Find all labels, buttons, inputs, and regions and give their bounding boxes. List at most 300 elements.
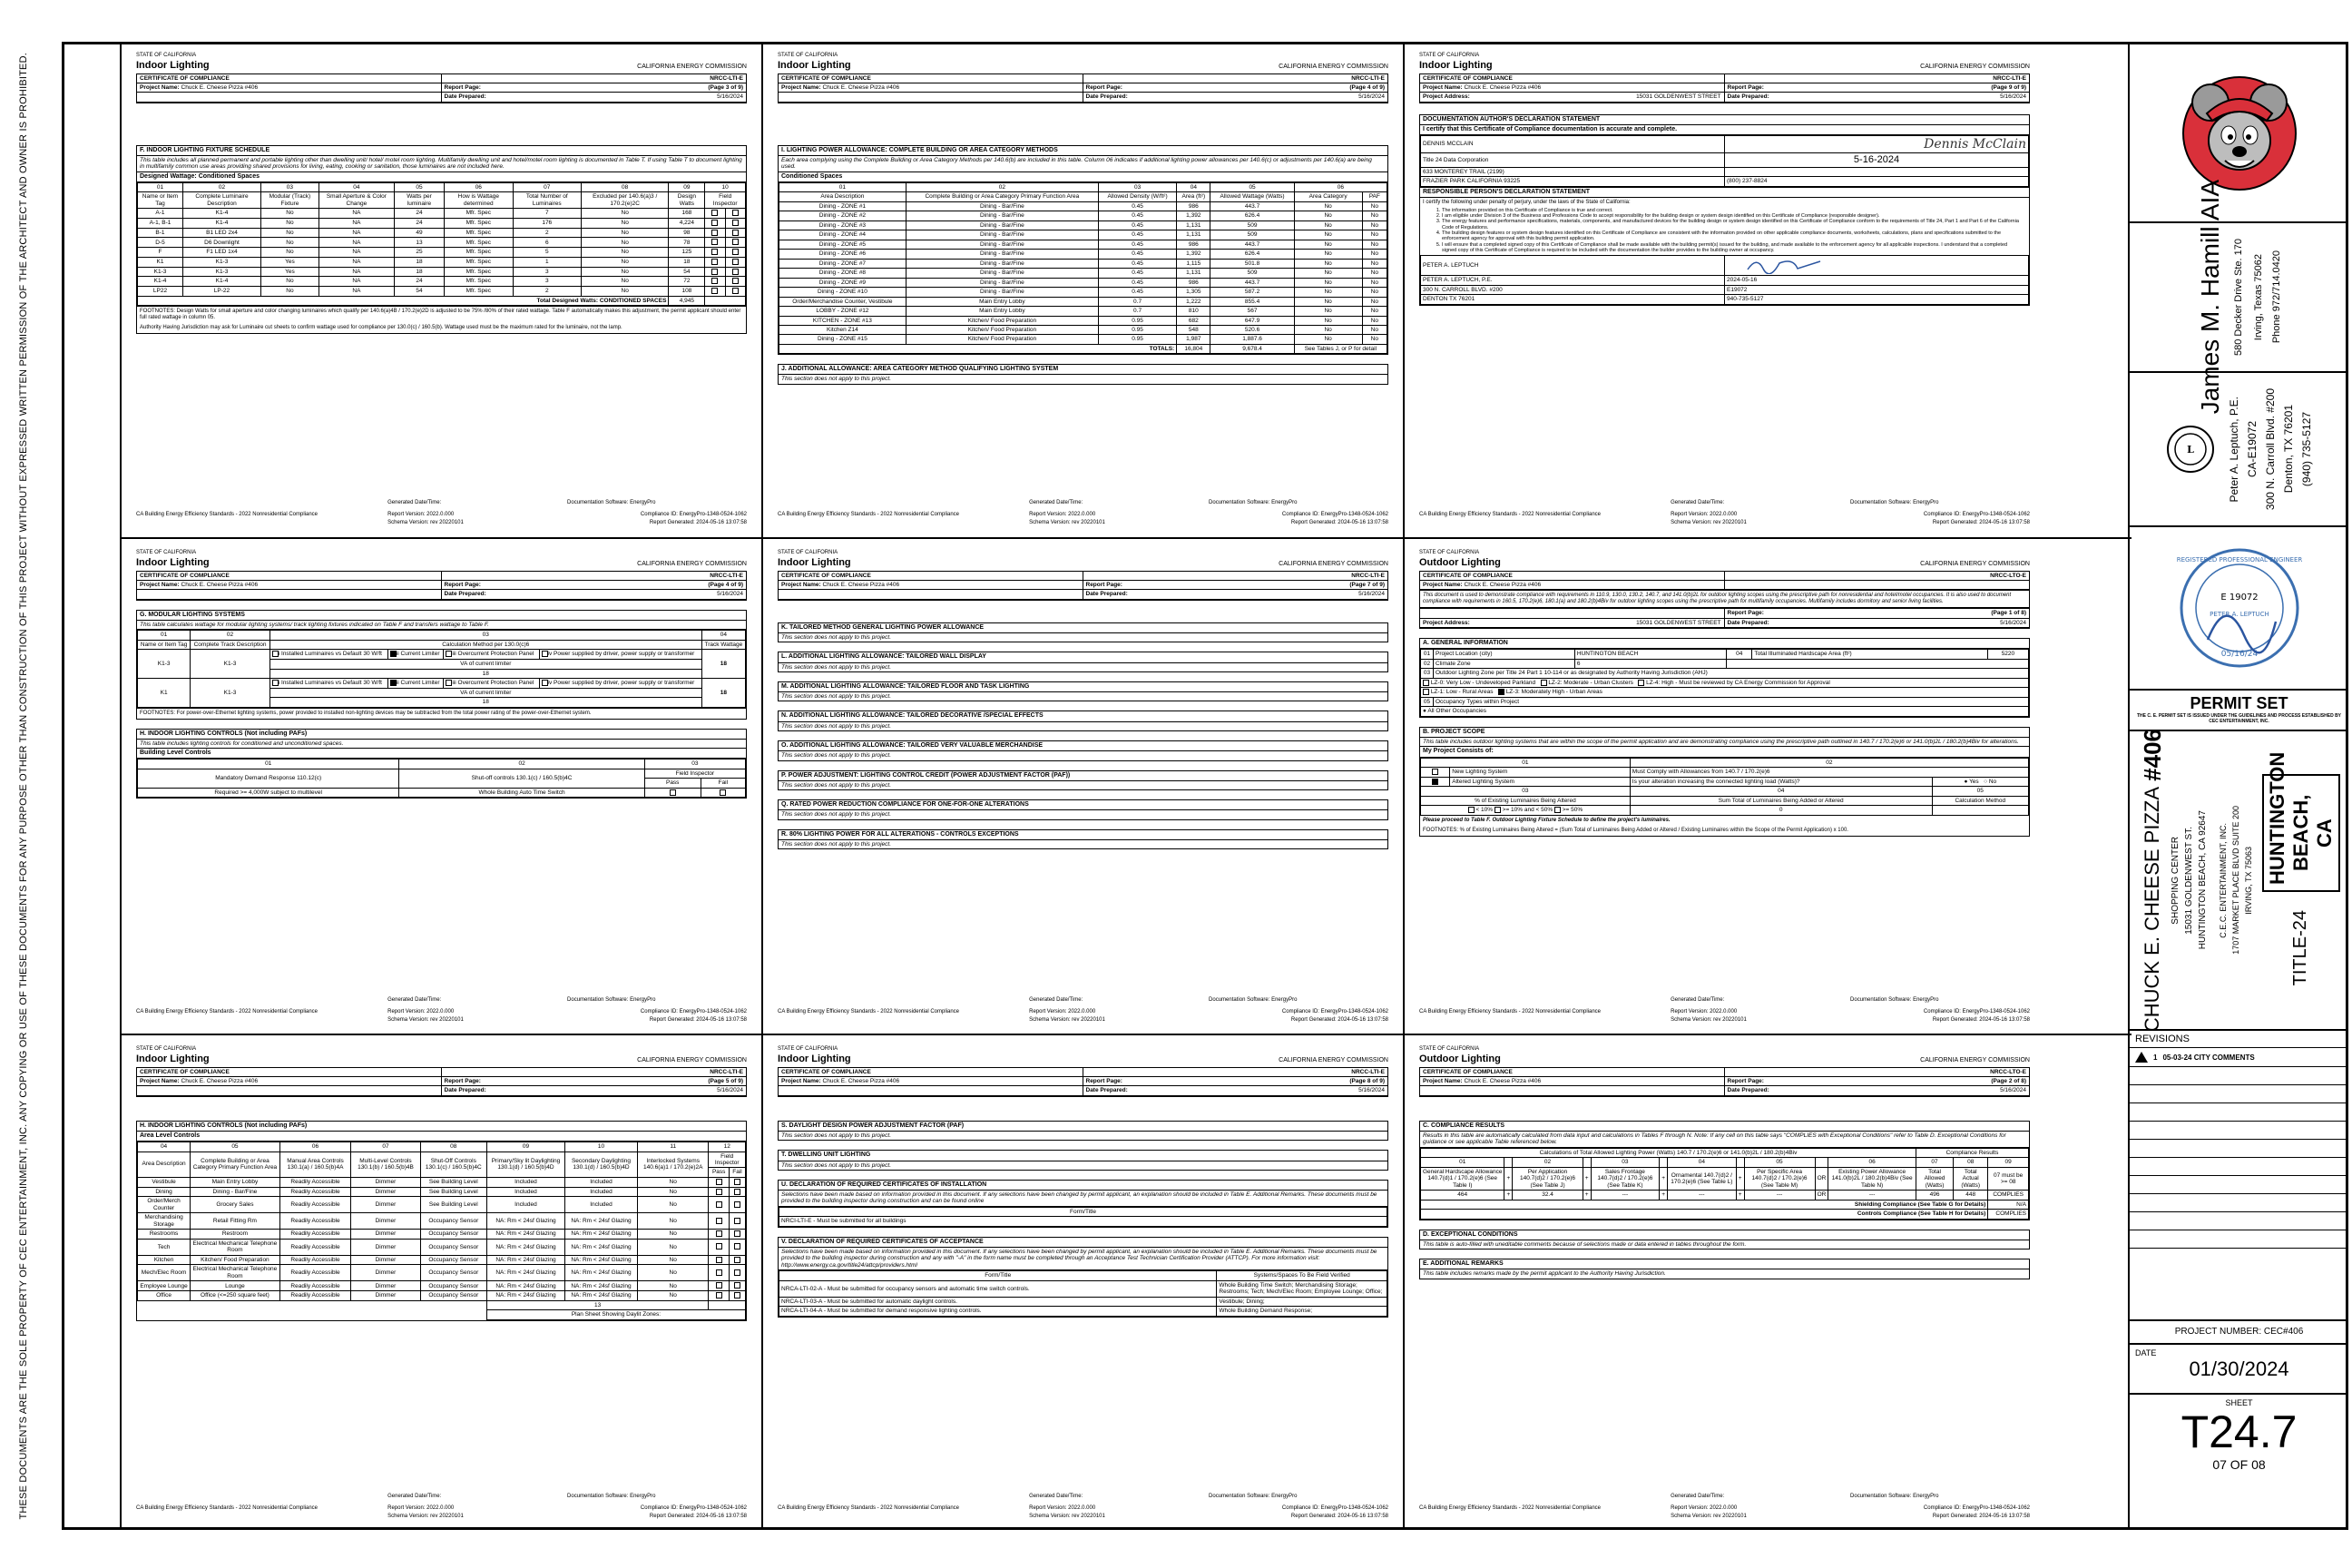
table-row — [779, 316, 1387, 325]
table-cell: No — [638, 1291, 709, 1301]
inspector-checkbox[interactable] — [711, 210, 718, 216]
table-cell: No — [638, 1177, 709, 1187]
table-cell: Dimmer — [351, 1187, 420, 1197]
inspector-checkbox[interactable] — [390, 680, 397, 686]
table-cell: No — [581, 267, 669, 277]
table-cell: Readily Accessible — [279, 1213, 351, 1230]
table-row — [779, 278, 1387, 287]
inspector-checkbox[interactable] — [734, 1243, 740, 1250]
table-cell: Dining - Bar/Fine — [906, 201, 1098, 211]
table-cell: 986 — [1177, 278, 1210, 287]
inspector-checkbox[interactable] — [734, 1292, 740, 1298]
inspector-checkbox[interactable] — [542, 651, 548, 657]
inspector-checkbox[interactable] — [732, 249, 739, 255]
inspector-checkbox[interactable] — [272, 651, 279, 657]
table-cell: 1,131 — [1177, 230, 1210, 240]
svg-text:05/16/24: 05/16/24 — [2220, 650, 2258, 659]
table-cell: 501.8 — [1210, 259, 1294, 268]
table-cell: Dining - ZONE #2 — [779, 211, 906, 220]
table-row — [779, 307, 1387, 316]
table-cell: Kitchen/ Food Preparation — [906, 335, 1098, 344]
inspector-checkbox[interactable] — [732, 210, 739, 216]
table-cell: 548 — [1177, 326, 1210, 335]
table-row — [138, 1187, 746, 1197]
table-cell: 0.45 — [1098, 250, 1176, 259]
table-cell: 1,115 — [1177, 259, 1210, 268]
table-row — [779, 297, 1387, 306]
table-cell: Kitchen/ Food Preparation — [191, 1255, 280, 1265]
table-cell: K1-4 — [138, 277, 183, 287]
report-page-area-controls: STATE OF CALIFORNIA Indoor Lighting CALIFORNIA ENERGY COMMISSION CERTIFICATE OF COMPLIANCE NRCC-LTI-E Project Name: Chuck E. Cheese Pizza #406 Report Page: (Page 5 of 9) Date Prepared: 5/16/2024 H. INDOOR LIGHTING CONTROLS (Not including PAFs) Area Level Controls 04 05 06 07 08 09 10 11 12 Area Description Complete Building or Area Category Primary Function Area Manual Area Controls 130.1(a) / 160.5(b)4A Multi-Level Controls 130.1(b) / 160.5(b)4B Shut-Off Controls 130.1(c) / 160.5(b)4C Primary/Sky lit Daylighting 130.1(d) / 160.5(b)4D Secondary Daylighting 130.1(d) / 160.5(b)4D Interlocked Systems 140.6(a)1 / 170.2(e)2A Field Inspector Pass Fail Vestibule Main Entry Lobby Readily Accessible Dimmer See Building Level Included Included No Dining Dining - Bar/Fine Readily Accessible Dimmer See Building Level Included Included No Order/Merch Counter Grocery Sales Readily Accessible Dimmer See Building Level Included Included No Merchandising Storage Retail Fitting Rm Readily Accessible Dimmer Occupancy Sensor NA: Rm < 24sf Glazing NA: Rm < 24sf Glazing No Restrooms Restroom Readily Accessible Dimmer Occupancy Sensor NA: Rm < 24sf Glazing NA: Rm < 24sf Glazing No Tech Electrical Mechanical Telephone Room Readily Accessible Dimmer Occupancy Sensor NA: Rm < 24sf Glazing NA: Rm < 24sf Glazing No Kitchen Kitchen/ Food Preparation Readily Accessible Dimmer Occupancy Sensor NA: Rm < 24sf Glazing NA: Rm < 24sf Glazing No Mech/Elec Room Electrical Mechanical Telephone Room Readily Accessible Dimmer Occupancy Sensor NA: Rm < 24sf Glazing NA: Rm < 24sf Glazing No Employee Lounge Lounge Readily Accessible Dimmer Occupancy Sensor NA: Rm < 24sf Glazing NA: Rm < 24sf Glazing No Office Office (<=250 square feet) Readily Accessible Dimmer Occupancy Sensor NA: Rm < 24sf Glazing NA: Rm < 24sf Glazing No 13 Plan Sheet Showing Daylit Zones: Generated Date/Time: Documentation Software: EnergyPro CA Building Energy Efficiency Standards - 2022 Nonresidential Compliance Report Version: 2022.0.000 Compliance ID: EnergyPro-1348-0524-1062 Schema Version: rev 20220101 Report Generated: 2024-05-16 13:07:58 — [136, 1046, 747, 1520]
table-cell: Dining - ZONE #10 — [779, 288, 906, 297]
inspector-checkbox[interactable] — [711, 249, 718, 255]
table-cell: No — [1362, 240, 1387, 249]
inspector-checkbox[interactable] — [716, 1179, 722, 1185]
table-cell: Occupancy Sensor — [420, 1239, 486, 1255]
section-j: J. ADDITIONAL ALLOWANCE: AREA CATEGORY METHOD QUALIFYING LIGHTING SYSTEM This section does not apply to this project. — [778, 364, 1388, 385]
table-cell: Main Entry Lobby — [191, 1177, 280, 1187]
table-row — [138, 209, 746, 219]
table-row — [779, 259, 1387, 268]
table-cell: No — [1362, 288, 1387, 297]
table-cell: 1,392 — [1177, 211, 1210, 220]
table-cell: 1,131 — [1177, 220, 1210, 230]
table-cell: 1 — [513, 257, 581, 267]
author-table: DENNIS MCCLAIN Dennis McClain Title 24 Data Corporation 5-16-2024 633 MONTEREY TRAIL (2199) FRAZIER PARK CALIFORNIA 93225 (800) 237-8824 — [1420, 135, 2029, 187]
allowance-table: 01 02 03 04 05 06 Area Description Complete Building or Area Category Primary Function Area Allowed Density (W/ft²) Area (ft²) Allowed Wattage (Watts) Area Category PAF Dining - ZONE #1 Dining - Bar/Fine 0.45 986 443.7 No No Dining - ZONE #2 Dining - Bar/Fine 0.45 1,392 626.4 No No Dining - ZONE #3 Dining - Bar/Fine 0.45 1,131 509 No No Dining - ZONE #4 Dining - Bar/Fine 0.45 1,131 509 No No Dining - ZONE #5 Dining - Bar/Fine 0.45 986 443.7 No No Dining - ZONE #6 Dining - Bar/Fine 0.45 1,392 626.4 No No Dining - ZONE #7 Dining - Bar/Fine 0.45 1,115 501.8 No No Dining - ZONE #8 Dining - Bar/Fine 0.45 1,131 509 No No Dining - ZONE #9 Dining - Bar/Fine 0.45 986 443.7 No No Dining - ZONE #10 Dining - Bar/Fine 0.45 1,305 587.2 No No Order/Merchandise Counter, Vestibule Main Entry Lobby 0.7 1,222 855.4 No No LOBBY - ZONE #12 Main Entry Lobby 0.7 810 567 No No KITCHEN - ZONE #13 Kitchen/ Food Preparation 0.95 682 647.9 No No Kitchen Z14 Kitchen/ Food Preparation 0.95 548 520.6 No No Dining - ZONE #15 Kitchen/ Food Preparation 0.95 1,987 1,887.6 No No TOTALS: 16,804 9,678.4 See Tables J, or P for detail — [779, 182, 1387, 354]
table-cell: NA: Rm < 24sf Glazing — [564, 1291, 637, 1301]
table-cell: 24 — [394, 277, 444, 287]
table-cell: 0.45 — [1098, 259, 1176, 268]
author-declaration: DOCUMENTATION AUTHOR'S DECLARATION STATEMENT I certify that this Certificate of Compliance documentation is accurate and complete. DENNIS MCCLAIN Dennis McClain Title 24 Data Corporation 5-16-2024 633 MONTEREY TRAIL (2199) FRAZIER PARK CALIFORNIA 93225 (800) 237-8824 RESPONSIBLE PERSON'S DECLARATION STATEMENT I certify the following under penalty of perjury, under the laws of the State of California: 1. The information provided on this Certificate of Compliance is true and correct. 2. I am eligible under Division 3 of the Business and Professions Code to accept responsibility for the building design or system design identified on this Certificate of Compliance (responsible designer). 3. The energy features and performance specifications, materials, components, and manufactured devices for the building design or system design identified on this Certificate of Compliance conform to the requirements of Title 24, Part 1 and Part 6 of the California Code of Regulations. 4. The building design features or system design features identified on this Certificate of Compliance are consistent with the information provided on other applicable compliance documents, worksheets, calculations, plans and specifications submitted to the enforcement agency for approval with this building permit application. 5. I will ensure that a completed signed copy of this Certificate of Compliance shall be made available with the building permit(s) issued for the building, and made available to the enforcement agency for all applicable inspections. I understand that a completed signed copy of this Certificate of Compliance is required to be included with the documentation the builder provides to the building owner at occupancy. PETER A. LEPTUCH PETER A. LEPTUCH, P.E. 2024-05-16 300 N. CARROLL BLVD. #200 E19072 DENTON TX 76201 940-735-5127 — [1419, 114, 2030, 306]
table-cell: Occupancy Sensor — [420, 1291, 486, 1301]
table-cell: 168 — [669, 209, 705, 219]
inspector-checkbox[interactable] — [734, 1257, 740, 1263]
inspector-checkbox[interactable] — [732, 288, 739, 294]
table-cell: No — [1362, 278, 1387, 287]
table-cell: 18 — [669, 257, 705, 267]
table-cell: F1 LED 1x4 — [182, 248, 260, 258]
table-cell: Dining - ZONE #1 — [779, 201, 906, 211]
svg-text:REGISTERED PROFESSIONAL ENGINE: REGISTERED PROFESSIONAL ENGINEER — [2176, 556, 2302, 564]
report-page-modular: STATE OF CALIFORNIA Indoor Lighting CALIFORNIA ENERGY COMMISSION CERTIFICATE OF COMPLIANCE NRCC-LTI-E Project Name: Chuck E. Cheese Pizza #406 Report Page: (Page 4 of 9) Date Prepared: 5/16/2024 G. MODULAR LIGHTING SYSTEMS This table calculates wattage for modular lighting systems/ track lighting fixtures indicated on Table F and transfers wattage to Table F. 01 02 03 04 Name or Item Tag Complete Track Description Calculation Method per 130.0(c)6 Track Wattage K1-3 K1-3 i Installed Luminaires vs Default 30 W/ft ii Current Limiter iii Overcurrent Protection Panel iv Power supplied by driver, power supply or transformer 18 VA of current limiter 18 K1 K1-3 i Installed Luminaires vs Default 30 W/ft ii Current Limiter iii Overcurrent Protection Panel iv Power supplied by driver, power supply or transformer 18 VA of current limiter 18 FOOTNOTES: For power-over-Ethernet lighting systems, power provided to installed non-lighting devices may be subtracted from the total power rating of the power-over-Ethernet system. H. INDOOR LIGHTING CONTROLS (Not including PAFs) This table includes lighting controls for conditioned and unconditioned spaces. Building Level Controls 01 02 03 Mandatory Demand Response 110.12(c) Shut-off controls 130.1(c) / 160.5(b)4C Field Inspector Pass Fail Required >= 4,000W subject to multilevel Whole Building Auto Time Switch Generated Date/Time: Documentation Software: EnergyPro CA Building Energy Efficiency Standards - 2022 Nonresidential Compliance Report Version: 2022.0.000 Compliance ID: EnergyPro-1348-0524-1062 Schema Version: rev 20220101 Report Generated: 2024-05-16 13:07:58 — [136, 550, 747, 1024]
state-label: STATE OF CALIFORNIA — [136, 53, 197, 58]
table-cell: Vestibule — [138, 1177, 191, 1187]
page-header: CERTIFICATE OF COMPLIANCE NRCC-LTI-E Project Name: Chuck E. Cheese Pizza #406 Report Page: (Page 3 of 9) Date Prepared: 5/16/2024 — [136, 74, 747, 103]
table-cell: Kitchen/ Food Preparation — [906, 316, 1098, 325]
table-cell: 125 — [669, 248, 705, 258]
report-page-outdoor-results: STATE OF CALIFORNIA Outdoor Lighting CALIFORNIA ENERGY COMMISSION CERTIFICATE OF COMPLIANCE NRCC-LTO-E Project Name: Chuck E. Cheese Pizza #406 Report Page: (Page 2 of 8) Date Prepared: 5/16/2024 C. COMPLIANCE RESULTS Results in this table are automatically calculated from data input and calculations in Tables F through N. Note: If any cell on this table says "COMPLIES with Exceptional Conditions" refer to Table D. Exceptional Conditions for guidance or see applicable Table referenced below. Calculations of Total Allowed Lighting Power (Watts) 140.7 / 170.2(e)6 or 141.0(b)2L / 180.2(b)4Biv Compliance Results 01 02 03 04 05 06 07 08 09 General Hardscape Allowance 140.7(d)1 / 170.2(e)6 (See Table I) + Per Application 140.7(d)2 / 170.2(e)6 (See Table J) + Sales Frontage 140.7(d)2 / 170.2(e)6 (See Table K) + Ornamental 140.7(d)2 / 170.2(e)6 (See Table L) + Per Specific Area 140.7(d)2 / 170.2(e)6 (See Table M) OR Existing Power Allowance 141.0(b)2L / 180.2(b)4Biv (See Table N) Total Allowed (Watts) Total Actual (Watts) 07 must be >= 08 464 + 32.4 + --- + --- + --- OR --- 496 448 COMPLIES Shielding Compliance (See Table G for Details) N/A Controls Compliance (See Table H for Details) COMPLIES D. EXCEPTIONAL CONDITIONS This table is auto-filled with uneditable comments because of selections made or data entered in tables throughout the form. E. ADDITIONAL REMARKS This table includes remarks made by the permit applicant to the Authority Having Jurisdiction. Generated Date/Time: Documentation Software: EnergyPro CA Building Energy Efficiency Standards - 2022 Nonresidential Compliance Report Version: 2022.0.000 Compliance ID: EnergyPro-1348-0524-1062 Schema Version: rev 20220101 Report Generated: 2024-05-16 13:07:58 — [1419, 1046, 2030, 1520]
result-cell: COMPLIES — [1988, 1191, 2029, 1200]
table-row — [138, 1281, 746, 1291]
table-cell: KITCHEN - ZONE #13 — [779, 316, 906, 325]
table-cell: No — [260, 238, 318, 248]
table-row — [779, 250, 1387, 259]
table-cell: Dimmer — [351, 1213, 420, 1230]
table-cell: No — [1294, 259, 1362, 268]
table-cell: Mfr. Spec — [445, 238, 514, 248]
section-a: A. GENERAL INFORMATION 01 Project Location (city) HUNTINGTON BEACH 04 Total Illuminated Hardscape Area (ft²) 5220 02 Climate Zone 6 03 Outdoor Lighting Zone per Title 24 Part 1 10-114 or as designated by Authority Having Jurisdiction (AHJ) LZ-0: Very Low - Undeveloped Parkland LZ-2: Moderate - Urban Clusters LZ-4: High - Must be reviewed by CA Energy Commission for Approval LZ-1: Low - Rural Areas LZ-3: Moderately High - Urban Areas 05 Occupancy Types within Project ● All Other Occupancies — [1419, 638, 2030, 718]
table-row — [138, 1265, 746, 1281]
table-cell: Dimmer — [351, 1255, 420, 1265]
inspector-checkbox[interactable] — [734, 1269, 740, 1276]
fixture-table: 01 02 03 04 05 06 07 08 09 10 Name or Item Tag Complete Luminaire Description Modular (Track) Fixture Small Aperture & Color Change Watts per luminaire How is Wattage determined Total Number of Luminaires Excluded per 140.6(a)3 / 170.2(e)2C Design Watts Field Inspector A-1 K1-4 No NA 24 Mfr. Spec 7 No 168 A-1, B-1 K1-4 No NA 24 Mfr. Spec 176 No 4,224 B-1 B1 LED 2x4 No NA 49 Mfr. Spec 2 No 98 D-5 D6 Downlight No NA 13 Mfr. Spec 6 No 78 F F1 LED 1x4 No NA 25 Mfr. Spec 5 No 125 K1 K1-3 Yes NA 18 Mfr. Spec 1 No 18 K1-3 K1-3 Yes NA 18 Mfr. Spec 3 No 54 K1-4 K1-4 No NA 24 Mfr. Spec 3 No 72 LP22 LP-22 No NA 54 Mfr. Spec 2 No 108 Total Designed Watts: CONDITIONED SPACES 4,945 — [137, 182, 746, 306]
responsible-table: PETER A. LEPTUCH PETER A. LEPTUCH, P.E. 2024-05-16 300 N. CARROLL BLVD. #200 E19072 DENTON TX 76201 940-735-5127 — [1420, 255, 2029, 304]
declaration-item: 4. The building design features or system design features identified on this Certificate of Compliance are consistent with the information provided on other applicable compliance documents, worksheets, calculations, plans and specifications submitted to the enforcement agency for approval with this building permit application. — [1442, 230, 2020, 242]
report-page-fixture-schedule: STATE OF CALIFORNIA Indoor Lighting CALIFORNIA ENERGY COMMISSION CERTIFICATE OF COMPLIANCE NRCC-LTI-E Project Name: Chuck E. Cheese Pizza #406 Report Page: (Page 3 of 9) Date Prepared: 5/16/2024 F. INDOOR LIGHTING FIXTURE SCHEDULE This table includes all planned permanent and portable lighting other than dwelling unit/ hotel/ motel room lighting. Multifamily dwelling unit and hotel/motel room lighting is documented in Table T. If using Table T to document lighting in multifamily common use areas providing shared provisions for living, eating, cooking or sanitation, those luminaires are not included here. Designed Wattage: Conditioned Spaces 01 02 03 04 05 06 07 08 09 10 Name or Item Tag Complete Luminaire Description Modular (Track) Fixture Small Aperture & Color Change Watts per luminaire How is Wattage determined Total Number of Luminaires Excluded per 140.6(a)3 / 170.2(e)2C Design Watts Field Inspector A-1 K1-4 No NA 24 Mfr. Spec 7 No 168 A-1, B-1 K1-4 No NA 24 Mfr. Spec 176 No 4,224 B-1 B1 LED 2x4 No NA 49 Mfr. Spec 2 No 98 D-5 D6 Downlight No NA 13 Mfr. Spec 6 No 78 F F1 LED 1x4 No NA 25 Mfr. Spec 5 No 125 K1 K1-3 Yes NA 18 Mfr. Spec 1 No 18 K1-3 K1-3 Yes NA 18 Mfr. Spec 3 No 54 K1-4 K1-4 No NA 24 Mfr. Spec 3 No 72 LP22 LP-22 No NA 54 Mfr. Spec 2 No 108 Total Designed Watts: CONDITIONED SPACES 4,945 FOOTNOTES: Design Watts for small aperture and color changing luminaires which qualify per 140.6(a)4B / 170.2(e)2D is adjusted to be 75% /80% of their rated wattage. Table F automatically makes this adjustment, the permit applicant should enter full rated wattage in column 05. Authority Having Jurisdiction may ask for Luminaire cut sheets to confirm wattage used for compliance per 130.0(c) / 160.5(b). Wattage used must be the maximum rated for the luminaire, not the lamp. Generated Date/Time: Documentation Software: EnergyPro CA Building Energy Efficiency Standards - 2022 Nonresidential Compliance Report Version: 2022.0.000 Compliance ID: EnergyPro-1348-0524-1062 Schema Version: rev 20220101 Report Generated: 2024-05-16 13:07:58 — [136, 53, 747, 526]
inspector-checkbox[interactable] — [732, 278, 739, 284]
table-cell: Dimmer — [351, 1230, 420, 1240]
table-row — [138, 1291, 746, 1301]
table-cell: 18 — [394, 257, 444, 267]
table-row — [779, 230, 1387, 240]
table-cell: A-1, B-1 — [138, 219, 183, 229]
table-cell: No — [581, 238, 669, 248]
table-cell: 509 — [1210, 269, 1294, 278]
title24-label: TITLE-24 — [2290, 910, 2310, 986]
table-cell: No — [1362, 269, 1387, 278]
author-signature: Dennis McClain — [1924, 137, 2026, 152]
table-row: K1-3 K1-3 i Installed Luminaires vs Default 30 W/ft ii Current Limiter iii Overcurrent Protection Panel iv Power supplied by driver, power supply or transformer 18 — [138, 650, 746, 660]
table-cell: NA — [318, 209, 394, 219]
table-row — [779, 326, 1387, 335]
table-cell: See Building Level — [420, 1187, 486, 1197]
inspector-checkbox[interactable] — [711, 278, 718, 284]
fail-checkbox[interactable] — [720, 789, 726, 796]
declaration-item: 2. I am eligible under Division 3 of the Business and Professions Code to accept responsibility for the building design or system design identified on this Certificate of Compliance (responsible designer). — [1442, 213, 2020, 219]
table-cell: Kitchen/ Food Preparation — [906, 326, 1098, 335]
table-cell: Electrical Mechanical Telephone Room — [191, 1239, 280, 1255]
inspector-checkbox[interactable] — [716, 1292, 722, 1298]
table-cell: Mfr. Spec — [445, 228, 514, 238]
table-cell: 18 — [394, 267, 444, 277]
table-cell: 2 — [513, 228, 581, 238]
table-cell: No — [1294, 220, 1362, 230]
report-page-declarations: STATE OF CALIFORNIA Indoor Lighting CALIFORNIA ENERGY COMMISSION CERTIFICATE OF COMPLIANCE NRCC-LTI-E Project Name: Chuck E. Cheese Pizza #406 Report Page: (Page 8 of 9) Date Prepared: 5/16/2024 S. DAYLIGHT DESIGN POWER ADJUSTMENT FACTOR (PAF) This section does not apply to this project. T. DWELLING UNIT LIGHTING This section does not apply to this project. U. DECLARATION OF REQUIRED CERTIFICATES OF INSTALLATION Selections have been made based on information provided in this document. If any selections have been changed by permit applicant, an explanation should be included in Table E. Additional Remarks. These documents must be provided to the building inspector during construction and can be found online Form/Title NRCI-LTI-E - Must be submitted for all buildings V. DECLARATION OF REQUIRED CERTIFICATES OF ACCEPTANCE Selections have been made based on information provided in this document. If any selections have been changed by permit applicant, an explanation should be included in Table E. Additional Remarks. These documents must be provided to the building inspector during construction and any with "-A" in the form name must be completed through an Acceptance Test Technician Certification Provider (ATTCP). For more information visit: http://www.energy.ca.gov/title24/attcp/providers.html Form/Title Systems/Spaces To Be Field Verified NRCA-LTI-02-A - Must be submitted for occupancy sensors and automatic time switch controls. Whole Building Time Switch; Merchandising Storage; Restrooms; Tech; Mech/Elec Room; Employee Lounge; Office; NRCA-LTI-03-A - Must be submitted for automatic daylight controls. Vestibule; Dining; NRCA-LTI-04-A - Must be submitted for demand responsive lighting controls. Whole Building Demand Response; Generated Date/Time: Documentation Software: EnergyPro CA Building Energy Efficiency Standards - 2022 Nonresidential Compliance Report Version: 2022.0.000 Compliance ID: EnergyPro-1348-0524-1062 Schema Version: rev 20220101 Report Generated: 2024-05-16 13:07:58 — [778, 1046, 1388, 1520]
section-block: Q. RATED POWER REDUCTION COMPLIANCE FOR ONE-FOR-ONE ALTERATIONS This section does not apply to this project. — [778, 799, 1388, 820]
inspector-checkbox[interactable] — [711, 259, 718, 265]
section-g: G. MODULAR LIGHTING SYSTEMS This table calculates wattage for modular lighting systems/ track lighting fixtures indicated on Table F and transfers wattage to Table F. 01 02 03 04 Name or Item Tag Complete Track Description Calculation Method per 130.0(c)6 Track Wattage K1-3 K1-3 i Installed Luminaires vs Default 30 W/ft ii Current Limiter iii Overcurrent Protection Panel iv Power supplied by driver, power supply or transformer 18 VA of current limiter 18 K1 K1-3 i Installed Luminaires vs Default 30 W/ft ii Current Limiter iii Overcurrent Protection Panel iv Power supplied by driver, power supply or transformer 18 VA of current limiter 18 FOOTNOTES: For power-over-Ethernet lighting systems, power provided to installed non-lighting devices may be subtracted from the total power rating of the power-over-Ethernet system. — [136, 610, 747, 720]
table-cell: Retail Fitting Rm — [191, 1213, 280, 1230]
section-b: B. PROJECT SCOPE This table includes outdoor lighting systems that are within the scope of the permit application and are demonstrating compliance using the prescriptive path outlined in 140.7 / 170.2(e)6 or 141.0(b)2L / 180.2(b)4Biv for alterations. My Project Consists of: 01 02 New Lighting System Must Comply with Allowances from 140.7 / 170.2(e)6 Altered Lighting System Is your alteration increasing the connected lighting load (Watts)? ● Yes ○ No 03 04 05 % of Existing Luminaires Being Altered Sum Total of Luminaires Being Added or Altered Calculation Method < 10% >= 10% and < 50% >= 50% 0 Please proceed to Table F. Outdoor Lighting Fixture Schedule to define the project's luminaires. FOOTNOTES: % of Existing Luminaires Being Altered = (Sum Total of Luminaires Being Added or Altered / Existing Luminaires within the Scope of the Permit Application) x 100. — [1419, 727, 2030, 837]
table-cell: Included — [486, 1187, 564, 1197]
table-cell: 520.6 — [1210, 326, 1294, 335]
table-cell: Dining - Bar/Fine — [906, 250, 1098, 259]
inspector-checkbox[interactable] — [734, 1282, 740, 1289]
table-cell: 810 — [1177, 307, 1210, 316]
table-cell: 626.4 — [1210, 250, 1294, 259]
table-cell: Merchandising Storage — [138, 1213, 191, 1230]
inspector-checkbox[interactable] — [732, 220, 739, 226]
table-cell: No — [638, 1230, 709, 1240]
table-cell: 3 — [513, 277, 581, 287]
report-page-tailored: STATE OF CALIFORNIA Indoor Lighting CALIFORNIA ENERGY COMMISSION CERTIFICATE OF COMPLIANCE NRCC-LTI-E Project Name: Chuck E. Cheese Pizza #406 Report Page: (Page 7 of 9) Date Prepared: 5/16/2024 K. TAILORED METHOD GENERAL LIGHTING POWER ALLOWANCE This section does not apply to this project. L. ADDITIONAL LIGHTING ALLOWANCE: TAILORED WALL DISPLAY This section does not apply to this project. M. ADDITIONAL LIGHTING ALLOWANCE: TAILORED FLOOR AND TASK LIGHTING This section does not apply to this project. N. ADDITIONAL LIGHTING ALLOWANCE: TAILORED DECORATIVE /SPECIAL EFFECTS This section does not apply to this project. O. ADDITIONAL LIGHTING ALLOWANCE: TAILORED VERY VALUABLE MERCHANDISE This section does not apply to this project. P. POWER ADJUSTMENT: LIGHTING CONTROL CREDIT (POWER ADJUSTMENT FACTOR (PAF)) This section does not apply to this project. Q. RATED POWER REDUCTION COMPLIANCE FOR ONE-FOR-ONE ALTERATIONS This section does not apply to this project. R. 80% LIGHTING POWER FOR ALL ALTERATIONS - CONTROLS EXCEPTIONS This section does not apply to this project. Generated Date/Time: Documentation Software: EnergyPro CA Building Energy Efficiency Standards - 2022 Nonresidential Compliance Report Version: 2022.0.000 Compliance ID: EnergyPro-1348-0524-1062 Schema Version: rev 20220101 Report Generated: 2024-05-16 13:07:58 — [778, 550, 1388, 1024]
table-cell: Included — [564, 1177, 637, 1187]
pe-seal-cell — [2130, 527, 2348, 691]
inspector-checkbox[interactable] — [711, 239, 718, 245]
table-cell: 176 — [513, 219, 581, 229]
page-title: Indoor Lighting — [136, 1053, 210, 1064]
inspector-checkbox[interactable] — [542, 680, 548, 686]
table-cell: NA — [318, 286, 394, 296]
inspector-checkbox[interactable] — [711, 269, 718, 275]
inspector-checkbox[interactable] — [716, 1201, 722, 1208]
table-cell: K1 — [138, 257, 183, 267]
inspector-checkbox[interactable] — [734, 1218, 740, 1224]
table-row — [138, 1230, 746, 1240]
inspector-checkbox[interactable] — [732, 269, 739, 275]
result-cell: 496 — [1916, 1191, 1953, 1200]
table-cell: 682 — [1177, 316, 1210, 325]
project-number: PROJECT NUMBER: CEC#406 — [2130, 1321, 2348, 1345]
table-cell: K1-4 — [182, 209, 260, 219]
table-cell: 1,131 — [1177, 269, 1210, 278]
table-cell: Main Entry Lobby — [906, 307, 1098, 316]
permit-set-label: PERMIT SET — [2190, 694, 2288, 712]
revision-delta-icon — [2135, 1052, 2148, 1063]
table-cell: Dining - Bar/Fine — [906, 278, 1098, 287]
page-title: Indoor Lighting — [778, 556, 851, 568]
table-cell: Mfr. Spec — [445, 286, 514, 296]
table-row — [779, 220, 1387, 230]
table-row — [779, 269, 1387, 278]
table-cell: Included — [564, 1197, 637, 1213]
page-header: CERTIFICATE OF COMPLIANCE NRCC-LTI-E Project Name: Chuck E. Cheese Pizza #406 Report Page: (Page 9 of 9) Project Address: 15031 GOLDENWEST STREET Date Prepared: 5/16/2024 — [1419, 74, 2030, 103]
sheet-date: 01/30/2024 — [2189, 1357, 2289, 1380]
table-cell: Dimmer — [351, 1197, 420, 1213]
table-row: NRCA-LTI-03-A - Must be submitted for automatic daylight controls. Vestibule; Dining; — [779, 1297, 1387, 1306]
table-cell: 1,392 — [1177, 250, 1210, 259]
table-cell: Dining - ZONE #15 — [779, 335, 906, 344]
inspector-checkbox[interactable] — [390, 651, 397, 657]
table-cell: No — [1362, 316, 1387, 325]
table-cell: Dimmer — [351, 1177, 420, 1187]
inspector-checkbox[interactable] — [734, 1189, 740, 1195]
table-cell: 0.95 — [1098, 335, 1176, 344]
section-block: O. ADDITIONAL LIGHTING ALLOWANCE: TAILORED VERY VALUABLE MERCHANDISE This section does not apply to this project. — [778, 740, 1388, 761]
table-cell: 13 — [394, 238, 444, 248]
inspector-checkbox[interactable] — [732, 230, 739, 236]
table-cell: NA: Rm < 24sf Glazing — [486, 1265, 564, 1281]
table-row — [138, 1197, 746, 1213]
result-cell: 32.4 — [1513, 1191, 1583, 1200]
table-cell: No — [1294, 307, 1362, 316]
section-u: U. DECLARATION OF REQUIRED CERTIFICATES OF INSTALLATION Selections have been made based on information provided in this document. If any selections have been changed by permit applicant, an explanation should be included in Table E. Additional Remarks. These documents must be provided to the building inspector during construction and can be found online Form/Title NRCI-LTI-E - Must be submitted for all buildings — [778, 1180, 1388, 1228]
table-cell: Yes — [260, 267, 318, 277]
architect-cell: James M. Hamill AIA 580 Decker Drive Ste. 170 Irving, Texas 75062 Phone 972/714.0420 — [2130, 223, 2348, 373]
table-cell: 25 — [394, 248, 444, 258]
page-title: Indoor Lighting — [136, 556, 210, 568]
table-cell: 647.9 — [1210, 316, 1294, 325]
table-cell: Occupancy Sensor — [420, 1213, 486, 1230]
table-row: NRCA-LTI-02-A - Must be submitted for occupancy sensors and automatic time switch controls. Whole Building Time Switch; Merchandising Storage; Restrooms; Tech; Mech/Elec Room; Employee Lounge; Office; — [779, 1280, 1387, 1297]
table-cell: No — [1362, 250, 1387, 259]
table-cell: Occupancy Sensor — [420, 1230, 486, 1240]
table-cell: NA: Rm < 24sf Glazing — [486, 1239, 564, 1255]
table-cell: 0.45 — [1098, 230, 1176, 240]
building-controls-table: 01 02 03 Mandatory Demand Response 110.12(c) Shut-off controls 130.1(c) / 160.5(b)4C Field Inspector Pass Fail Required >= 4,000W subject to multilevel Whole Building Auto Time Switch — [137, 759, 746, 798]
table-cell: Readily Accessible — [279, 1265, 351, 1281]
table-cell: 443.7 — [1210, 278, 1294, 287]
table-cell: No — [1294, 297, 1362, 306]
logo-cell — [2130, 42, 2348, 223]
table-cell: No — [638, 1255, 709, 1265]
table-cell: 1,305 — [1177, 288, 1210, 297]
table-row — [779, 211, 1387, 220]
inspector-checkbox[interactable] — [716, 1257, 722, 1263]
table-cell: Dining - ZONE #8 — [779, 269, 906, 278]
table-cell: 1,222 — [1177, 297, 1210, 306]
table-cell: No — [638, 1239, 709, 1255]
table-cell: No — [581, 277, 669, 287]
table-cell: Dining - Bar/Fine — [906, 269, 1098, 278]
report-page-outdoor-general: STATE OF CALIFORNIA Outdoor Lighting CALIFORNIA ENERGY COMMISSION CERTIFICATE OF COMPLIANCE NRCC-LTO-E Project Name: Chuck E. Cheese Pizza #406 This document is used to demonstrate compliance with requirements in 110.9, 130.0, 130.2, 140.7, and 141.0(b)2L for outdoor lighting scopes using the prescriptive path for nonresidential and hotel/motel occupancies. It is also used to document compliance with requirements in 160.5, 170.2(e)6, 180.1(a) and 180.2(b)4Biv for outdoor lighting scopes using the prescriptive path for multifamily occupancies. Multifamily includes dormitory and senior living facilities. Report Page: (Page 1 of 8) Project Address: 15031 GOLDENWEST STREET Date Prepared: 5/16/2024 A. GENERAL INFORMATION 01 Project Location (city) HUNTINGTON BEACH 04 Total Illuminated Hardscape Area (ft²) 5220 02 Climate Zone 6 03 Outdoor Lighting Zone per Title 24 Part 1 10-114 or as designated by Authority Having Jurisdiction (AHJ) LZ-0: Very Low - Undeveloped Parkland LZ-2: Moderate - Urban Clusters LZ-4: High - Must be reviewed by CA Energy Commission for Approval LZ-1: Low - Rural Areas LZ-3: Moderately High - Urban Areas 05 Occupancy Types within Project ● All Other Occupancies B. PROJECT SCOPE This table includes outdoor lighting systems that are within the scope of the permit application and are demonstrating compliance using the prescriptive path outlined in 140.7 / 170.2(e)6 or 141.0(b)2L / 180.2(b)4Biv for alterations. My Project Consists of: 01 02 New Lighting System Must Comply with Allowances from 140.7 / 170.2(e)6 Altered Lighting System Is your alteration increasing the connected lighting load (Watts)? ● Yes ○ No 03 04 05 % of Existing Luminaires Being Altered Sum Total of Luminaires Being Added or Altered Calculation Method < 10% >= 10% and < 50% >= 50% 0 Please proceed to Table F. Outdoor Lighting Fixture Schedule to define the project's luminaires. FOOTNOTES: % of Existing Luminaires Being Altered = (Sum Total of Luminaires Being Added or Altered / Existing Luminaires within the Scope of the Permit Application) x 100. Generated Date/Time: Documentation Software: EnergyPro CA Building Energy Efficiency Standards - 2022 Nonresidential Compliance Report Version: 2022.0.000 Compliance ID: EnergyPro-1348-0524-1062 Schema Version: rev 20220101 Report Generated: 2024-05-16 13:07:58 — [1419, 550, 2030, 1024]
result-cell: 448 — [1954, 1191, 1988, 1200]
table-cell: 24 — [394, 209, 444, 219]
table-cell: Readily Accessible — [279, 1177, 351, 1187]
inspector-checkbox[interactable] — [716, 1243, 722, 1250]
report-page-power-allowance: STATE OF CALIFORNIA Indoor Lighting CALIFORNIA ENERGY COMMISSION CERTIFICATE OF COMPLIANCE NRCC-LTI-E Project Name: Chuck E. Cheese Pizza #406 Report Page: (Page 4 of 9) Date Prepared: 5/16/2024 I. LIGHTING POWER ALLOWANCE: COMPLETE BUILDING OR AREA CATEGORY METHODS Each area complying using the Complete Building or Area Category Methods per 140.6(b) are included in this table. Column 06 indicates if additional lighting power allowances per 140.6(c) or adjustments per 140.6(a) are being used. Conditioned Spaces 01 02 03 04 05 06 Area Description Complete Building or Area Category Primary Function Area Allowed Density (W/ft²) Area (ft²) Allowed Wattage (Watts) Area Category PAF Dining - ZONE #1 Dining - Bar/Fine 0.45 986 443.7 No No Dining - ZONE #2 Dining - Bar/Fine 0.45 1,392 626.4 No No Dining - ZONE #3 Dining - Bar/Fine 0.45 1,131 509 No No Dining - ZONE #4 Dining - Bar/Fine 0.45 1,131 509 No No Dining - ZONE #5 Dining - Bar/Fine 0.45 986 443.7 No No Dining - ZONE #6 Dining - Bar/Fine 0.45 1,392 626.4 No No Dining - ZONE #7 Dining - Bar/Fine 0.45 1,115 501.8 No No Dining - ZONE #8 Dining - Bar/Fine 0.45 1,131 509 No No Dining - ZONE #9 Dining - Bar/Fine 0.45 986 443.7 No No Dining - ZONE #10 Dining - Bar/Fine 0.45 1,305 587.2 No No Order/Merchandise Counter, Vestibule Main Entry Lobby 0.7 1,222 855.4 No No LOBBY - ZONE #12 Main Entry Lobby 0.7 810 567 No No KITCHEN - ZONE #13 Kitchen/ Food Preparation 0.95 682 647.9 No No Kitchen Z14 Kitchen/ Food Preparation 0.95 548 520.6 No No Dining - ZONE #15 Kitchen/ Food Preparation 0.95 1,987 1,887.6 No No TOTALS: 16,804 9,678.4 See Tables J, or P for detail J. ADDITIONAL ALLOWANCE: AREA CATEGORY METHOD QUALIFYING LIGHTING SYSTEM This section does not apply to this project. Generated Date/Time: Documentation Software: EnergyPro CA Building Energy Efficiency Standards - 2022 Nonresidential Compliance Report Version: 2022.0.000 Compliance ID: EnergyPro-1348-0524-1062 Schema Version: rev 20220101 Report Generated: 2024-05-16 13:07:58 — [778, 53, 1388, 526]
table-row — [138, 1213, 746, 1230]
table-cell: NA — [318, 267, 394, 277]
sheet-number: T24.7 — [2180, 1406, 2298, 1457]
table-cell: B-1 — [138, 228, 183, 238]
table-cell: NA: Rm < 24sf Glazing — [564, 1255, 637, 1265]
inspector-checkbox[interactable] — [734, 1179, 740, 1185]
table-cell: Mfr. Spec — [445, 209, 514, 219]
table-cell: 986 — [1177, 201, 1210, 211]
table-cell: Mfr. Spec — [445, 277, 514, 287]
title-block — [2130, 42, 2348, 1530]
table-cell: 78 — [669, 238, 705, 248]
inspector-checkbox[interactable] — [272, 680, 279, 686]
table-cell: 54 — [669, 267, 705, 277]
table-cell: 24 — [394, 219, 444, 229]
inspector-checkbox[interactable] — [732, 239, 739, 245]
table-cell: No — [260, 286, 318, 296]
section-block: K. TAILORED METHOD GENERAL LIGHTING POWER ALLOWANCE This section does not apply to this project. — [778, 622, 1388, 643]
table-cell: No — [1294, 211, 1362, 220]
table-cell: Order/Merchandise Counter, Vestibule — [779, 297, 906, 306]
table-cell: No — [1294, 288, 1362, 297]
table-cell: No — [1362, 259, 1387, 268]
table-cell: Dining - Bar/Fine — [906, 230, 1098, 240]
table-cell: D-5 — [138, 238, 183, 248]
inspector-checkbox[interactable] — [732, 259, 739, 265]
table-cell: NA: Rm < 24sf Glazing — [564, 1213, 637, 1230]
table-cell: LP22 — [138, 286, 183, 296]
engineer-logo — [2166, 425, 2215, 474]
table-cell: 626.4 — [1210, 211, 1294, 220]
table-cell: 49 — [394, 228, 444, 238]
engineer-cell: L Peter A. Leptuch, P.E. CA-E19072 300 N. Carroll Blvd. #200 Denton, TX 76201 (940) 735-5127 — [2130, 373, 2348, 527]
table-cell: A-1 — [138, 209, 183, 219]
table-cell: Dining — [138, 1187, 191, 1197]
table-cell: 567 — [1210, 307, 1294, 316]
table-row: NRCA-LTI-04-A - Must be submitted for demand responsive lighting controls. Whole Building Demand Response; — [779, 1307, 1387, 1316]
table-cell: 3 — [513, 267, 581, 277]
pass-checkbox[interactable] — [670, 789, 676, 796]
table-cell: Lounge — [191, 1281, 280, 1291]
table-cell: 0.45 — [1098, 201, 1176, 211]
inspector-checkbox[interactable] — [734, 1230, 740, 1237]
table-cell: NA: Rm < 24sf Glazing — [486, 1291, 564, 1301]
table-cell: NA — [318, 248, 394, 258]
inspector-checkbox[interactable] — [716, 1282, 722, 1289]
table-cell: Dining - Bar/Fine — [191, 1187, 280, 1197]
table-cell: 0.95 — [1098, 316, 1176, 325]
table-cell: Included — [564, 1187, 637, 1197]
table-cell: Office — [138, 1291, 191, 1301]
table-cell: No — [1294, 230, 1362, 240]
permit-cell: PERMIT SET THE C. E. PERMIT SET IS ISSUED UNDER THE GUIDELINES AND PROCESS ESTABLISHED BY CEC ENTERTAINMENT, INC. — [2130, 691, 2348, 731]
inspector-checkbox[interactable] — [734, 1201, 740, 1208]
page-header: CERTIFICATE OF COMPLIANCE NRCC-LTI-E Project Name: Chuck E. Cheese Pizza #406 Report Page: (Page 4 of 9) Date Prepared: 5/16/2024 — [136, 571, 747, 601]
section-c: C. COMPLIANCE RESULTS Results in this table are automatically calculated from data input and calculations in Tables F through N. Note: If any cell on this table says "COMPLIES with Exceptional Conditions" refer to Table D. Exceptional Conditions for guidance or see applicable Table referenced below. Calculations of Total Allowed Lighting Power (Watts) 140.7 / 170.2(e)6 or 141.0(b)2L / 180.2(b)4Biv Compliance Results 01 02 03 04 05 06 07 08 09 General Hardscape Allowance 140.7(d)1 / 170.2(e)6 (See Table I) + Per Application 140.7(d)2 / 170.2(e)6 (See Table J) + Sales Frontage 140.7(d)2 / 170.2(e)6 (See Table K) + Ornamental 140.7(d)2 / 170.2(e)6 (See Table L) + Per Specific Area 140.7(d)2 / 170.2(e)6 (See Table M) OR Existing Power Allowance 141.0(b)2L / 180.2(b)4Biv (See Table N) Total Allowed (Watts) Total Actual (Watts) 07 must be >= 08 464 + 32.4 + --- + --- + --- OR --- 496 448 COMPLIES Shielding Compliance (See Table G for Details) N/A Controls Compliance (See Table H for Details) COMPLIES — [1419, 1121, 2030, 1220]
table-cell: Dining - ZONE #6 — [779, 250, 906, 259]
table-cell: NA: Rm < 24sf Glazing — [564, 1230, 637, 1240]
lz3-checkbox[interactable] — [1498, 689, 1504, 695]
inspector-checkbox[interactable] — [716, 1189, 722, 1195]
table-cell: No — [260, 277, 318, 287]
table-cell: Restrooms — [138, 1230, 191, 1240]
table-cell: Grocery Sales — [191, 1197, 280, 1213]
inspector-checkbox[interactable] — [716, 1269, 722, 1276]
table-cell: 0.45 — [1098, 220, 1176, 230]
section-h-area: H. INDOOR LIGHTING CONTROLS (Not including PAFs) Area Level Controls 04 05 06 07 08 09 10 11 12 Area Description Complete Building or Area Category Primary Function Area Manual Area Controls 130.1(a) / 160.5(b)4A Multi-Level Controls 130.1(b) / 160.5(b)4B Shut-Off Controls 130.1(c) / 160.5(b)4C Primary/Sky lit Daylighting 130.1(d) / 160.5(b)4D Secondary Daylighting 130.1(d) / 160.5(b)4D Interlocked Systems 140.6(a)1 / 170.2(e)2A Field Inspector Pass Fail Vestibule Main Entry Lobby Readily Accessible Dimmer See Building Level Included Included No Dining Dining - Bar/Fine Readily Accessible Dimmer See Building Level Included Included No Order/Merch Counter Grocery Sales Readily Accessible Dimmer See Building Level Included Included No Merchandising Storage Retail Fitting Rm Readily Accessible Dimmer Occupancy Sensor NA: Rm < 24sf Glazing NA: Rm < 24sf Glazing No Restrooms Restroom Readily Accessible Dimmer Occupancy Sensor NA: Rm < 24sf Glazing NA: Rm < 24sf Glazing No Tech Electrical Mechanical Telephone Room Readily Accessible Dimmer Occupancy Sensor NA: Rm < 24sf Glazing NA: Rm < 24sf Glazing No Kitchen Kitchen/ Food Preparation Readily Accessible Dimmer Occupancy Sensor NA: Rm < 24sf Glazing NA: Rm < 24sf Glazing No Mech/Elec Room Electrical Mechanical Telephone Room Readily Accessible Dimmer Occupancy Sensor NA: Rm < 24sf Glazing NA: Rm < 24sf Glazing No Employee Lounge Lounge Readily Accessible Dimmer Occupancy Sensor NA: Rm < 24sf Glazing NA: Rm < 24sf Glazing No Office Office (<=250 square feet) Readily Accessible Dimmer Occupancy Sensor NA: Rm < 24sf Glazing NA: Rm < 24sf Glazing No 13 Plan Sheet Showing Daylit Zones: — [136, 1121, 747, 1321]
table-cell: 0.45 — [1098, 211, 1176, 220]
table-cell: 6 — [513, 238, 581, 248]
table-cell: B1 LED 2x4 — [182, 228, 260, 238]
commission-label: CALIFORNIA ENERGY COMMISSION — [637, 64, 747, 70]
inspector-checkbox[interactable] — [711, 288, 718, 294]
table-row — [779, 201, 1387, 211]
table-cell: 0.45 — [1098, 269, 1176, 278]
result-cell: 464 — [1421, 1191, 1504, 1200]
table-cell: Mfr. Spec — [445, 267, 514, 277]
page-header: CERTIFICATE OF COMPLIANCE NRCC-LTI-E Project Name: Chuck E. Cheese Pizza #406 Report Page: (Page 7 of 9) Date Prepared: 5/16/2024 — [778, 571, 1388, 601]
table-cell: Dining - Bar/Fine — [906, 288, 1098, 297]
chuck-e-cheese-logo — [2176, 68, 2303, 195]
table-cell: Main Entry Lobby — [906, 297, 1098, 306]
table-cell: NA: Rm < 24sf Glazing — [564, 1281, 637, 1291]
table-cell: K1-3 — [182, 257, 260, 267]
table-row — [138, 248, 746, 258]
inspector-checkbox[interactable] — [711, 230, 718, 236]
store-number: #406 — [2138, 729, 2166, 781]
project-cell: #406 CHUCK E. CHEESE PIZZA SHOPPING CENTER 15031 GOLDENWEST ST. HUNTINGTON BEACH, CA 92647 C.E.C. ENTERTAINMENT, INC. 1707 MARKET PLACE BLVD SUITE 200 IRVING, TX 75063 HUNTINGTON BEACH, CA TITLE-24 — [2130, 731, 2348, 1031]
compliance-results-table: Calculations of Total Allowed Lighting Power (Watts) 140.7 / 170.2(e)6 or 141.0(b)2L / 180.2(b)4Biv Compliance Results 01 02 03 04 05 06 07 08 09 General Hardscape Allowance 140.7(d)1 / 170.2(e)6 (See Table I) + Per Application 140.7(d)2 / 170.2(e)6 (See Table J) + Sales Frontage 140.7(d)2 / 170.2(e)6 (See Table K) + Ornamental 140.7(d)2 / 170.2(e)6 (See Table L) + Per Specific Area 140.7(d)2 / 170.2(e)6 (See Table M) OR Existing Power Allowance 141.0(b)2L / 180.2(b)4Biv (See Table N) Total Allowed (Watts) Total Actual (Watts) 07 must be >= 08 464 + 32.4 + --- + --- + --- OR --- 496 448 COMPLIES Shielding Compliance (See Table G for Details) N/A Controls Compliance (See Table H for Details) COMPLIES — [1420, 1148, 2029, 1220]
table-cell: No — [260, 248, 318, 258]
page-title: Indoor Lighting — [778, 1053, 851, 1064]
table-cell: NA — [318, 228, 394, 238]
inspector-checkbox[interactable] — [716, 1230, 722, 1237]
section-block: P. POWER ADJUSTMENT: LIGHTING CONTROL CREDIT (POWER ADJUSTMENT FACTOR (PAF)) This section does not apply to this project. — [778, 770, 1388, 791]
inspector-checkbox[interactable] — [716, 1218, 722, 1224]
section-block: L. ADDITIONAL LIGHTING ALLOWANCE: TAILORED WALL DISPLAY This section does not apply to this project. — [778, 652, 1388, 672]
table-cell: LOBBY - ZONE #12 — [779, 307, 906, 316]
table-cell: 509 — [1210, 230, 1294, 240]
table-cell: Dining - ZONE #3 — [779, 220, 906, 230]
section-h-building: H. INDOOR LIGHTING CONTROLS (Not including PAFs) This table includes lighting controls for conditioned and unconditioned spaces. Building Level Controls 01 02 03 Mandatory Demand Response 110.12(c) Shut-off controls 130.1(c) / 160.5(b)4C Field Inspector Pass Fail Required >= 4,000W subject to multilevel Whole Building Auto Time Switch — [136, 729, 747, 799]
table-cell: Kitchen Z14 — [779, 326, 906, 335]
table-cell: Dining - Bar/Fine — [906, 220, 1098, 230]
inspector-checkbox[interactable] — [711, 220, 718, 226]
table-cell: Office (<=250 square feet) — [191, 1291, 280, 1301]
table-cell: No — [638, 1281, 709, 1291]
table-cell: NA: Rm < 24sf Glazing — [486, 1230, 564, 1240]
table-cell: No — [1362, 297, 1387, 306]
